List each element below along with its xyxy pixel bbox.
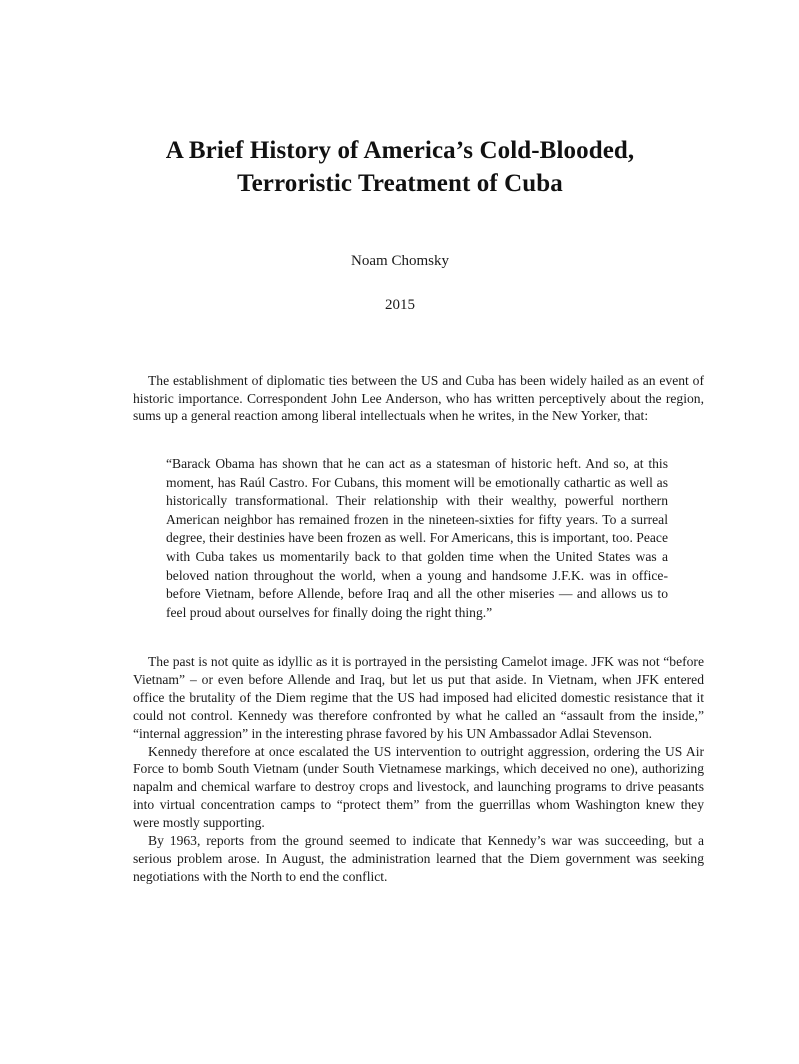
paragraph: The past is not quite as idyllic as it is portrayed in the persisting Camelot image. JFK was not “before Vietnam” – or even before Allende and Iraq, but let us put that aside. In Vietnam, when JFK entered office the brutality of the Diem regime that the US had imposed had elicited domestic resistance that it could not control. Kennedy was therefore confronted by what he called an “assault from the inside,” “internal aggression” in the interesting phrase favored by his UN Ambassador Adlai Stevenson.: [133, 654, 704, 741]
title-line-2: Terroristic Treatment of Cuba: [237, 170, 563, 197]
author-name: Noam Chomsky: [351, 253, 449, 269]
title-line-1: A Brief History of America’s Cold-Blooded,: [165, 137, 635, 164]
publication-year: 2015: [385, 297, 415, 313]
paragraph: The establishment of diplomatic ties between the US and Cuba has been widely hailed as an event of historic importance. Correspondent John Lee Anderson, who has written perceptively about the region, sums up a general reaction among liberal intellectuals when he writes, in the New Yorker, that:: [133, 373, 704, 424]
intro-paragraph: [133, 372, 704, 425]
paragraph: By 1963, reports from the ground seemed to indicate that Kennedy’s war was succeeding, but a serious problem arose. In August, the administration learned that the Diem government was seeking negotiations with the North to end the conflict.: [133, 833, 704, 884]
paragraph: Kennedy therefore at once escalated the US intervention to outright aggression, ordering the US Air Force to bomb South Vietnam (under South Vietnamese markings, which deceived no one), authorizing napalm and chemical warfare to destroy crops and livestock, and launching programs to drive peasants into virtual concentration camps to “protect them” from the guerrillas whom Washington knew they were mostly supporting.: [133, 743, 704, 831]
body-paragraphs: [133, 653, 704, 886]
block-quote: “Barack Obama has shown that he can act as a statesman of historic heft. And so, at this moment, has Raúl Castro. For Cubans, this moment will be emotionally cathartic as well as historically transformational. Their relationship with their wealthy, powerful northern American neighbor has remained frozen in the nineteen-sixties for fifty years. To a surreal degree, their destinies have been frozen as well. For Americans, this is important, too. Peace with Cuba takes us momentarily back to that golden time when the United States was a beloved nation throughout the world, when a young and handsome J.F.K. was in office-before Vietnam, before Allende, before Iraq and all the other miseries — and allows us to feel proud about ourselves for finally doing the right thing.”: [166, 456, 668, 620]
document-title: [100, 134, 700, 200]
